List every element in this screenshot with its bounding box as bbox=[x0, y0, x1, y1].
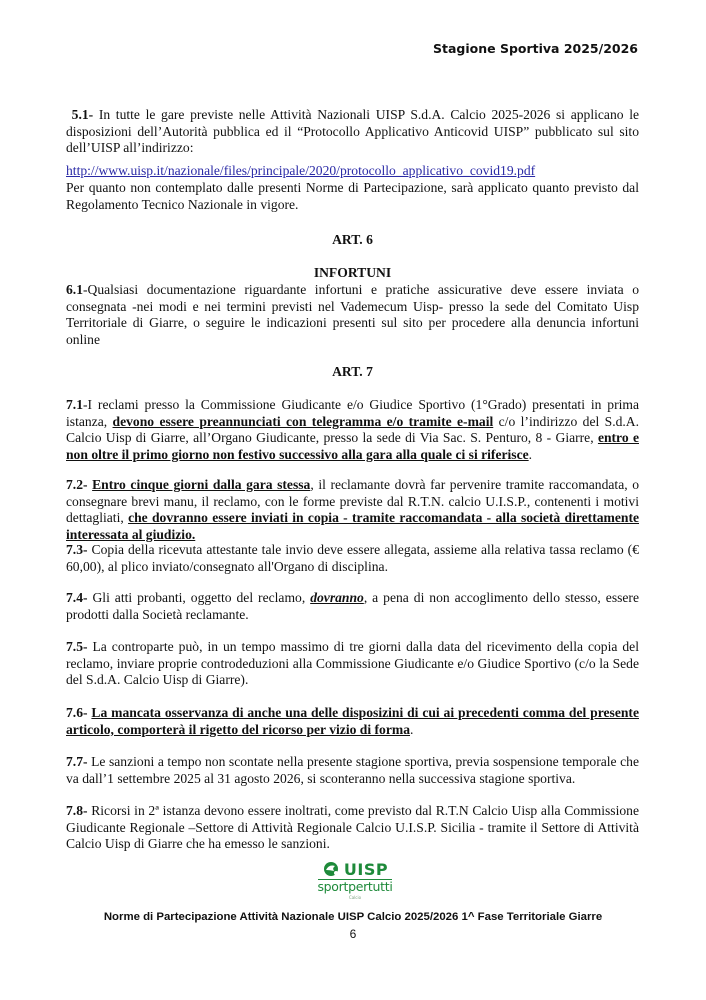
clause-number: 7.1 bbox=[66, 397, 83, 412]
clause-text: c/o l’indirizzo del S.d.A. Calcio Uisp di Giarre, all’Organo Giudicante, presso la sede di Via Sac. S. Penturo, 8 - Giarre, bbox=[66, 413, 640, 446]
clause-text: , il reclamante dovrà far pervenire tramite raccomandata, o consegnare brevi manu, il reclamo, con le forme previste dal R.T.N. calcio U.I.S.P., contenenti i motivi dettagliati, bbox=[66, 477, 640, 526]
clause-number: 7.8- bbox=[66, 803, 88, 818]
clause-number: 5.1- bbox=[71, 107, 94, 122]
clause-text: In tutte le gare previste nelle Attività Nazionali UISP S.d.A. Calcio 2025-2026 si applicano le disposizioni dell’Autorità pubblica ed il “Protocollo Applicativo Anticovid UISP” pubblicato sul sito dell’UISP all’indirizzo: bbox=[66, 107, 640, 156]
clause-text: -Qualsiasi documentazione riguardante infortuni e pratiche assicurative deve essere inviata o consegnata -nei modi e nei termini previsti nel Vademecum Uisp- presso la sede del Comitato Uisp Territoriale di Giarre, o seguire le indicazioni presenti sul sito per procedere alla denuncia infortuni online bbox=[66, 282, 639, 347]
paragraph-6-1 bbox=[66, 282, 639, 348]
emphasis-text: Entro cinque giorni dalla gara stessa bbox=[92, 477, 311, 492]
clause-text: . bbox=[528, 446, 533, 462]
clause-number: 7.4- bbox=[66, 590, 88, 605]
paragraph-7-3 bbox=[66, 542, 639, 575]
uisp-logo bbox=[314, 860, 396, 902]
paragraph-5-1-continued: Per quanto non contemplato dalle presenti Norme di Partecipazione, sarà applicato quanto previsto dal Regolamento Tecnico Nazionale in vigore. bbox=[66, 180, 639, 212]
art-7-title: ART. 7 bbox=[332, 364, 373, 379]
page-number: 6 bbox=[349, 927, 357, 941]
clause-text: Gli atti probanti, oggetto del reclamo, bbox=[87, 590, 311, 605]
protocol-link-line bbox=[66, 163, 639, 180]
protocol-link[interactable]: http://www.uisp.it/nazionale/files/principale/2020/protocollo_applicativo_covid19.pdf bbox=[66, 163, 536, 178]
paragraph-7-4 bbox=[66, 590, 639, 623]
paragraph-7-1 bbox=[66, 397, 639, 463]
clause-text: Le sanzioni a tempo non scontate nella presente stagione sportiva, previa sospensione temporale che va dall’1 settembre 2025 al 31 agosto 2026, si sconteranno nella successiva stagione sportiva. bbox=[66, 754, 639, 786]
clause-number: 7.3- bbox=[66, 542, 88, 557]
uisp-logo-mark bbox=[314, 860, 396, 878]
clause-text: La controparte può, in un tempo massimo di tre giorni dalla data del ricevimento della copia del reclamo, inviare proprie controdeduzioni alla Commissione Giudicante e/o Giudice Sportivo (c/o la Sede del S.d.A. Calcio Uisp di Giarre). bbox=[66, 639, 639, 688]
art-6-title: ART. 6 bbox=[332, 232, 373, 247]
logo-tagline: sportpertutti bbox=[317, 879, 393, 894]
clause-number: 6.1 bbox=[66, 282, 83, 297]
clause-text: Ricorsi in 2ª istanza devono essere inoltrati, come previsto dal R.T.N Calcio Uisp alla Commissione Giudicante Regionale –Settore di Attività Regionale Calcio U.I.S.P. Sicilia - tramite il Settore di Attività Calcio Uisp di Giarre che ha emesso le sanzioni. bbox=[66, 803, 639, 852]
clause-number: 7.7- bbox=[66, 754, 88, 769]
paragraph-7-7 bbox=[66, 754, 639, 787]
paragraph-7-8 bbox=[66, 803, 639, 853]
emphasis-text: devono essere preannunciati con telegramma e/o tramite e-mail bbox=[112, 413, 494, 429]
clause-text: , a pena di non accoglimento dello stesso, essere prodotti dalla Società reclamante. bbox=[66, 590, 639, 622]
emphasis-text: che dovranno essere inviati in copia - tramite raccomandata - alla società direttamente interessata al giudizio. bbox=[66, 510, 640, 542]
clause-number: 7.6- bbox=[66, 705, 88, 720]
uisp-logo-text: UISP bbox=[343, 859, 389, 879]
clause-text: -I reclami presso la Commissione Giudicante e/o Giudice Sportivo (1°Grado) presentati in prima istanza, bbox=[66, 397, 639, 429]
emphasis-text: dovranno bbox=[310, 590, 364, 605]
emphasis-text: La mancata osservanza di anche una delle disposizini di cui ai precedenti comma del presente articolo, comporterà il rigetto del ricorso per vizio di forma bbox=[66, 705, 639, 737]
paragraph-5-1 bbox=[66, 107, 639, 157]
paragraph-7-6 bbox=[66, 705, 639, 738]
clause-text: Copia della ricevuta attestante tale invio deve essere allegata, assieme alla relativa tassa reclamo (€ 60,00), al plico inviato/consegnato all'Organo di disciplina. bbox=[66, 542, 639, 574]
clause-number: 7.5- bbox=[66, 639, 88, 654]
season-header: Stagione Sportiva 2025/2026 bbox=[432, 41, 638, 56]
paragraph-7-2 bbox=[66, 477, 639, 543]
uisp-emblem-icon bbox=[322, 861, 342, 877]
footer-title: Norme di Partecipazione Attività Nazionale UISP Calcio 2025/2026 1^ Fase Territoriale Giarre bbox=[103, 911, 603, 923]
clause-text: . bbox=[410, 721, 414, 737]
paragraph-7-5 bbox=[66, 639, 639, 689]
emphasis-text: entro e non oltre il primo giorno non festivo successivo alla gara alla quale ci si riferisce bbox=[66, 430, 639, 462]
logo-subtitle: Calcio bbox=[348, 895, 362, 900]
art-6-subtitle: INFORTUNI bbox=[313, 265, 392, 280]
clause-number: 7.2- bbox=[66, 477, 88, 492]
